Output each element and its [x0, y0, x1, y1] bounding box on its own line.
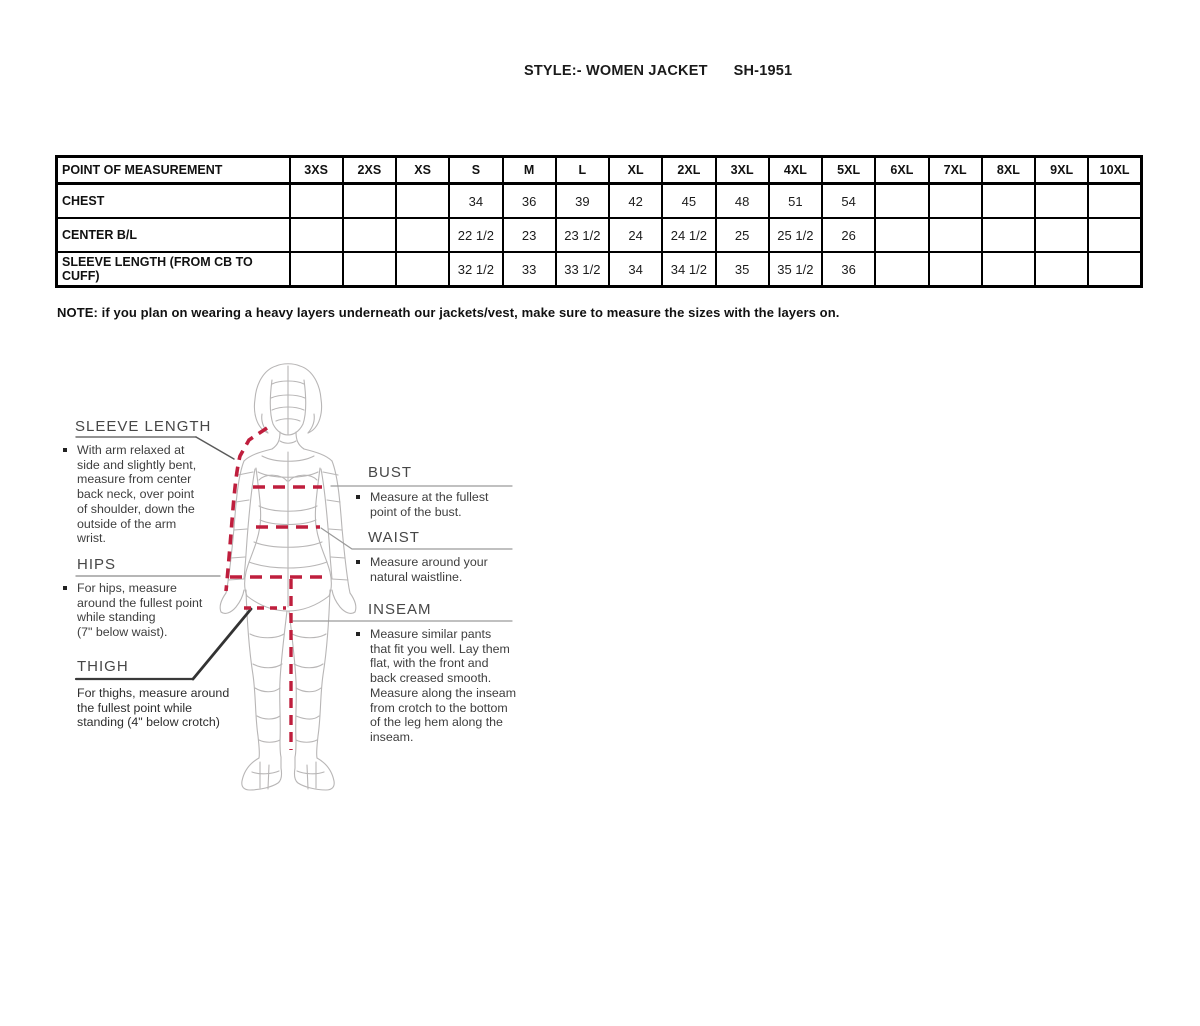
- measurement-cell: 34: [609, 252, 662, 287]
- table-row: [57, 252, 1142, 287]
- measurement-cell: 48: [716, 184, 769, 219]
- bust-description: [356, 490, 488, 519]
- style-code: SH-1951: [733, 63, 793, 79]
- measurement-cell: 25 1/2: [769, 218, 822, 252]
- measurement-cell: 39: [556, 184, 609, 219]
- measurement-cell: [1035, 218, 1088, 252]
- description-line: of shoulder, down the: [77, 501, 195, 516]
- measurement-cell: [396, 218, 449, 252]
- measurement-cell: 54: [822, 184, 875, 219]
- measurement-cell: 42: [609, 184, 662, 219]
- description-line: Measure around your: [370, 555, 488, 569]
- measurement-cell: [982, 218, 1035, 252]
- bullet-icon: [63, 586, 67, 590]
- thigh-description: [77, 686, 229, 730]
- description-line: Measure at the fullest: [370, 490, 489, 504]
- measurement-cell: 26: [822, 218, 875, 252]
- measurement-cell: 24 1/2: [662, 218, 715, 252]
- measurement-cell: 35: [716, 252, 769, 287]
- description-line: natural waistline.: [370, 569, 463, 584]
- inseam-heading: INSEAM: [368, 601, 432, 618]
- measurement-cell: [929, 252, 982, 287]
- column-header-size: 9XL: [1035, 157, 1088, 184]
- description-line: measure from center: [77, 472, 192, 487]
- table-row: [57, 218, 1142, 252]
- inseam-description: [356, 627, 516, 745]
- table-row: [57, 184, 1142, 219]
- bullet-icon: [356, 560, 360, 564]
- description-line: side and slightly bent,: [77, 457, 197, 472]
- description-line: Measure similar pants: [370, 627, 492, 641]
- measurement-cell: [1088, 252, 1141, 287]
- description-line: the fullest point while: [77, 700, 193, 715]
- measurement-cell: [1035, 184, 1088, 219]
- column-header-size: XS: [396, 157, 449, 184]
- bullet-icon: [356, 632, 360, 636]
- description-line: point of the bust.: [370, 504, 462, 519]
- measurement-cell: [875, 252, 928, 287]
- bullet-icon: [63, 448, 67, 452]
- measurement-cell: [875, 218, 928, 252]
- description-line: back neck, over point: [77, 487, 195, 502]
- measurement-cell: 35 1/2: [769, 252, 822, 287]
- hips-heading: HIPS: [77, 556, 117, 573]
- size-table: [55, 155, 1143, 288]
- column-header-size: 3XS: [290, 157, 343, 184]
- description-line: For thighs, measure around: [77, 686, 230, 700]
- measurement-cell: [290, 218, 343, 252]
- sleeve-length-description: [63, 443, 196, 546]
- measurement-cell: 34: [449, 184, 502, 219]
- column-header-size: 4XL: [769, 157, 822, 184]
- description-line: outside of the arm: [77, 516, 177, 531]
- hips-description: [63, 581, 202, 640]
- measurement-cell: 32 1/2: [449, 252, 502, 287]
- page-title: [524, 63, 792, 79]
- description-line: For hips, measure: [77, 581, 177, 595]
- thigh-heading: THIGH: [77, 658, 129, 675]
- measurement-cell: [396, 184, 449, 219]
- measurement-cell: 22 1/2: [449, 218, 502, 252]
- row-label: CHEST: [57, 184, 290, 219]
- measurement-cell: 33 1/2: [556, 252, 609, 287]
- measurement-cell: [396, 252, 449, 287]
- description-line: that fit you well. Lay them: [370, 641, 510, 656]
- description-line: standing (4" below crotch): [77, 715, 220, 730]
- measurement-cell: [290, 184, 343, 219]
- column-header-size: 5XL: [822, 157, 875, 184]
- description-line: (7" below waist).: [77, 625, 168, 640]
- description-line: With arm relaxed at: [77, 443, 185, 457]
- measurement-cell: [1035, 252, 1088, 287]
- measurement-cell: [1088, 218, 1141, 252]
- description-line: back creased smooth.: [370, 671, 492, 686]
- description-line: while standing: [77, 610, 156, 625]
- column-header-size: L: [556, 157, 609, 184]
- measurement-cell: 45: [662, 184, 715, 219]
- size-table-body: [57, 184, 1142, 287]
- measurement-cell: 34 1/2: [662, 252, 715, 287]
- measurement-cell: 33: [503, 252, 556, 287]
- measurement-cell: 25: [716, 218, 769, 252]
- column-header-size: 8XL: [982, 157, 1035, 184]
- waist-heading: WAIST: [368, 529, 420, 546]
- description-line: wrist.: [77, 531, 106, 546]
- column-header-size: 2XL: [662, 157, 715, 184]
- column-header-size: XL: [609, 157, 662, 184]
- waist-description: [356, 555, 488, 584]
- column-header-size: M: [503, 157, 556, 184]
- column-header-size: S: [449, 157, 502, 184]
- description-line: around the fullest point: [77, 595, 203, 610]
- measurement-cell: [982, 184, 1035, 219]
- measurement-cell: [982, 252, 1035, 287]
- measurement-cell: 23 1/2: [556, 218, 609, 252]
- measurement-cell: [875, 184, 928, 219]
- column-header-size: 6XL: [875, 157, 928, 184]
- column-header-size: 7XL: [929, 157, 982, 184]
- description-line: from crotch to the bottom: [370, 700, 508, 715]
- description-line: Measure along the inseam: [370, 685, 517, 700]
- measurement-cell: [343, 218, 396, 252]
- measurement-cell: [929, 218, 982, 252]
- measurement-cell: [1088, 184, 1141, 219]
- column-header-size: 3XL: [716, 157, 769, 184]
- measurement-cell: 36: [503, 184, 556, 219]
- measurement-cell: 23: [503, 218, 556, 252]
- note-text: NOTE: if you plan on wearing a heavy layers underneath our jackets/vest, make sure to measure the sizes with the layers on.: [57, 305, 840, 320]
- style-label: STYLE:- WOMEN JACKET: [524, 63, 708, 79]
- measurement-cell: 36: [822, 252, 875, 287]
- description-line: flat, with the front and: [370, 656, 489, 671]
- description-line: of the leg hem along the: [370, 715, 503, 730]
- measurement-cell: 24: [609, 218, 662, 252]
- column-header-point-of-measurement: POINT OF MEASUREMENT: [57, 157, 290, 184]
- bullet-icon: [356, 495, 360, 499]
- measurement-cell: [343, 184, 396, 219]
- measurement-cell: [290, 252, 343, 287]
- measurement-cell: 51: [769, 184, 822, 219]
- measurement-cell: [929, 184, 982, 219]
- description-line: inseam.: [370, 729, 414, 744]
- row-label: CENTER B/L: [57, 218, 290, 252]
- column-header-size: 10XL: [1088, 157, 1141, 184]
- bust-heading: BUST: [368, 464, 413, 481]
- sleeve-length-heading: SLEEVE LENGTH: [75, 418, 212, 435]
- sleeve-label-connector: [196, 437, 234, 459]
- column-header-size: 2XS: [343, 157, 396, 184]
- row-label: SLEEVE LENGTH (FROM CB TO CUFF): [57, 252, 290, 287]
- size-table-header-row: [57, 157, 1142, 184]
- measurement-cell: [343, 252, 396, 287]
